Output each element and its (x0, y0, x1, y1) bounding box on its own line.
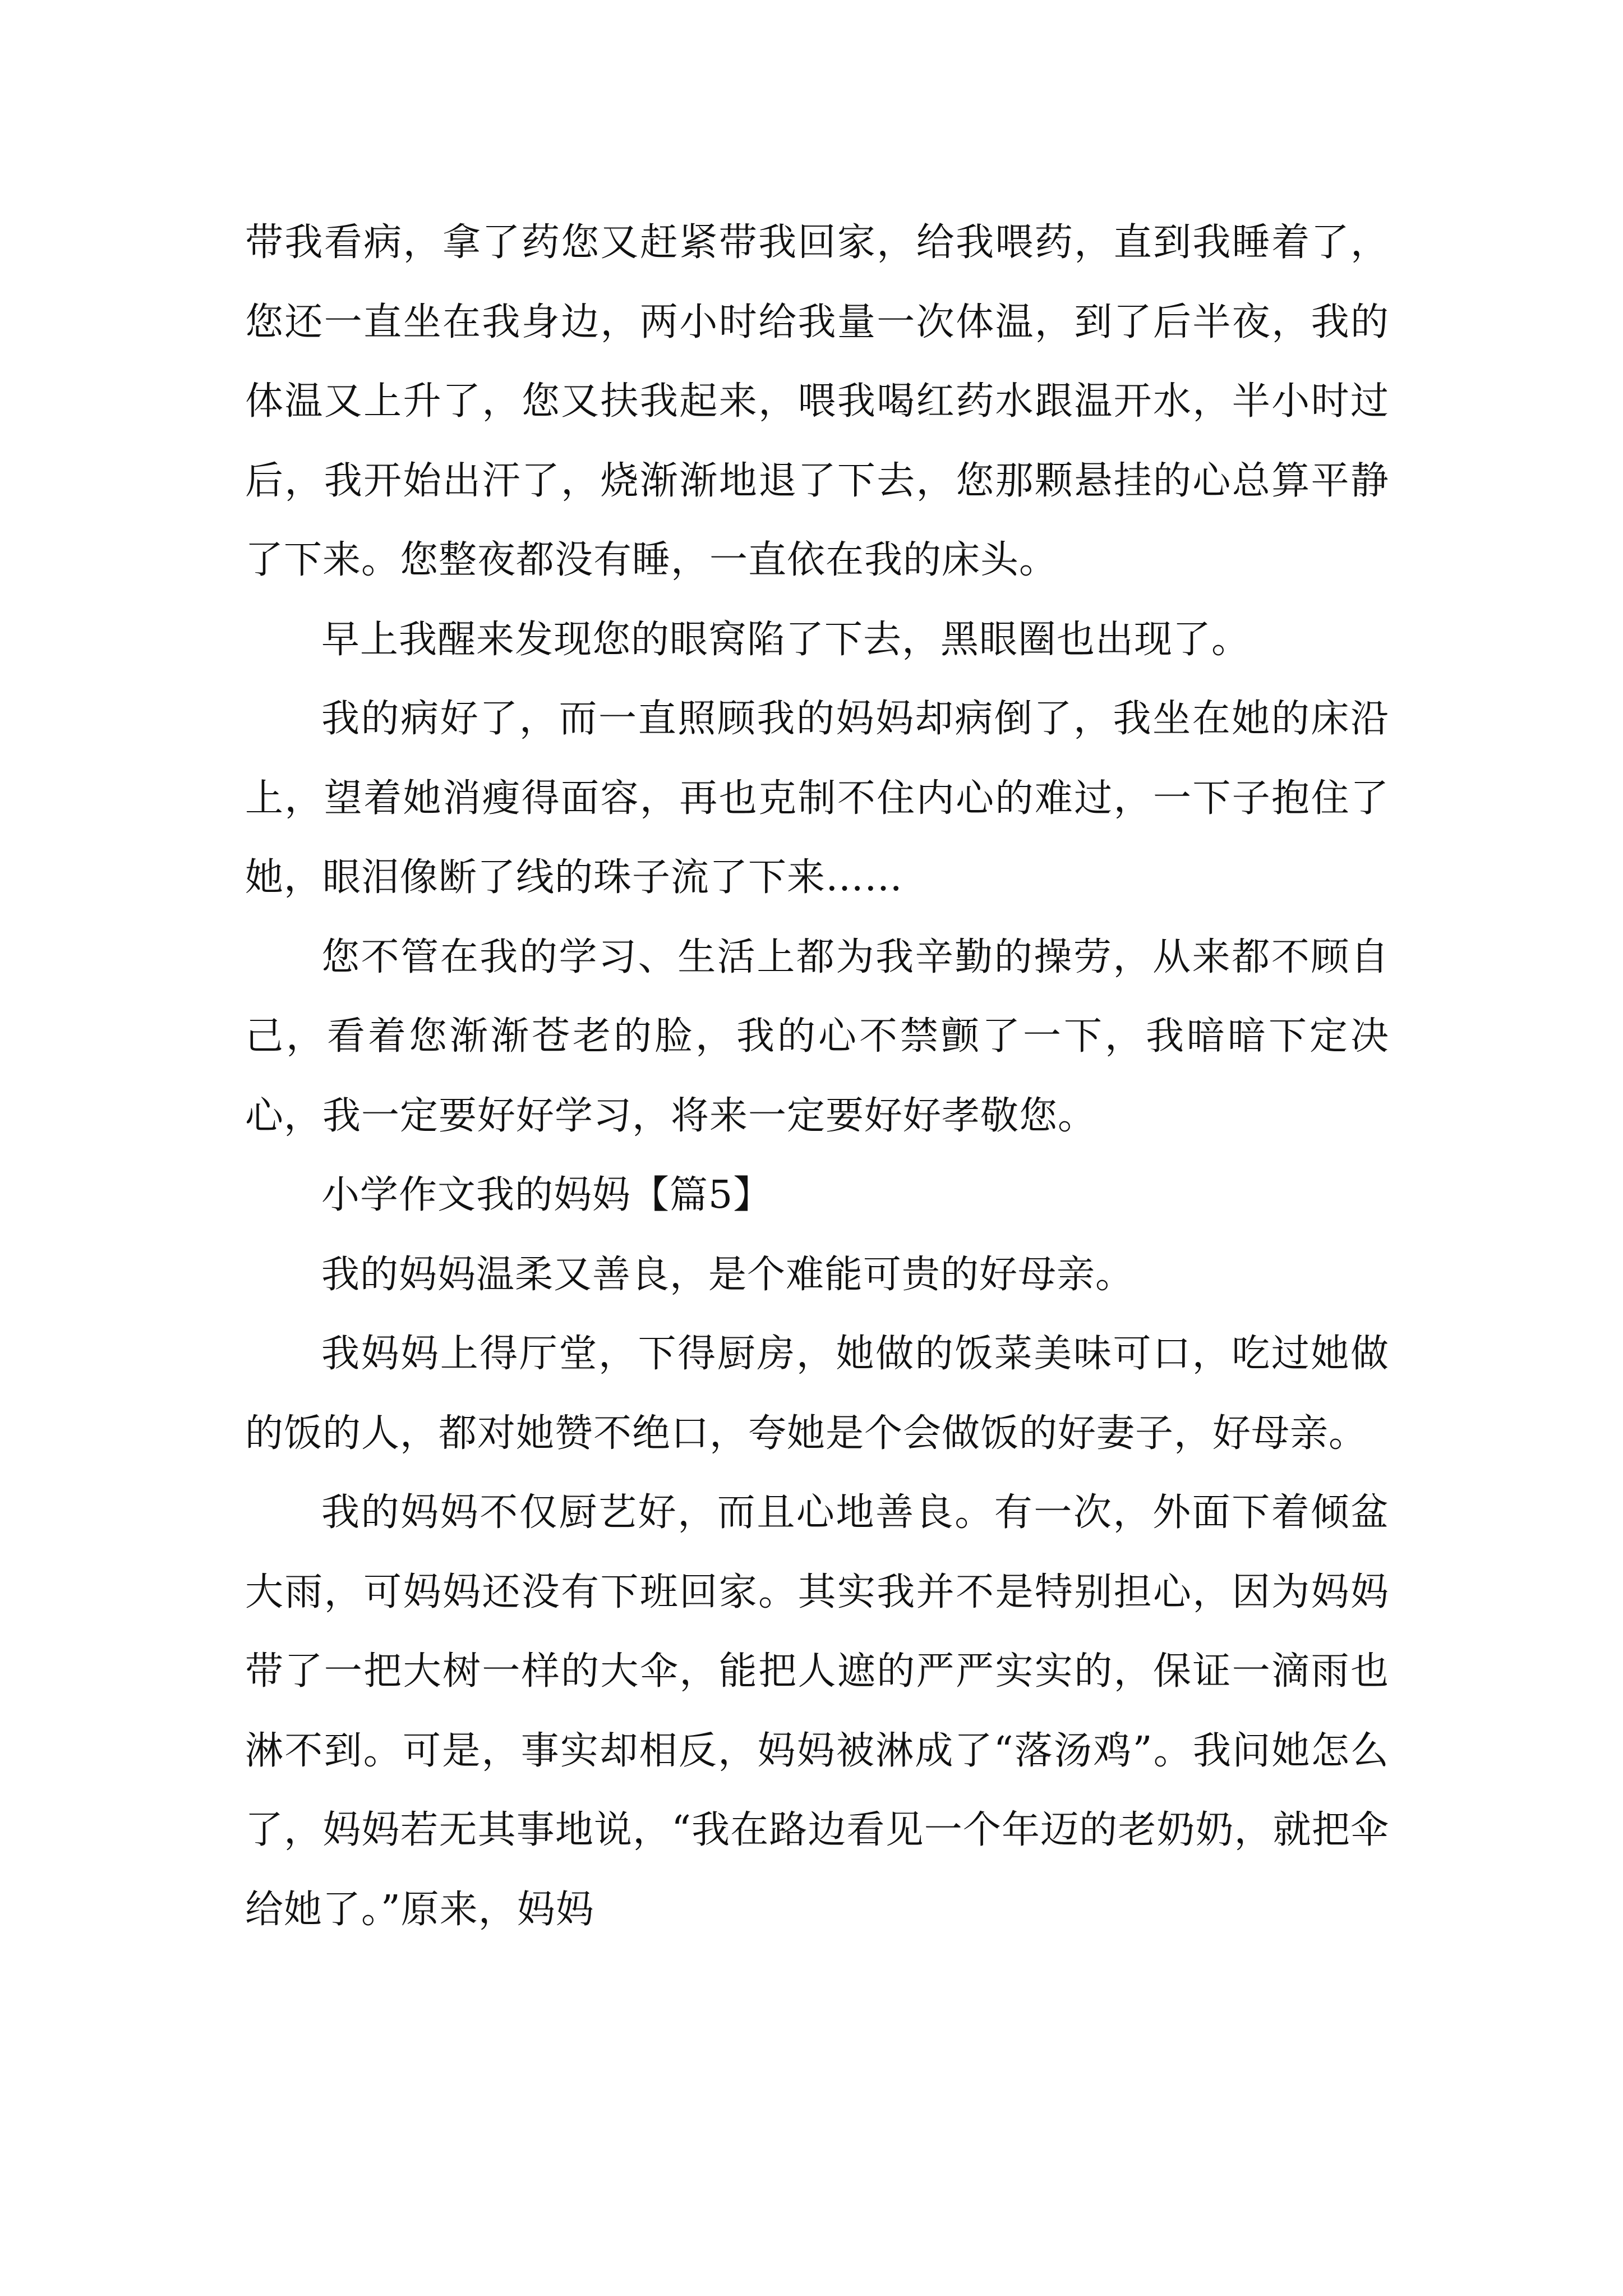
section-heading: 小学作文我的妈妈【篇5】 (321, 1173, 772, 1217)
paragraph-7: 我的妈妈不仅厨艺好，而且心地善良。有一次，外面下着倾盆大雨，可妈妈还没有下班回家。其实我并不是特别担心，因为妈妈带了一把大树一样的大伞，能把人遮的严严实实的，保证一滴雨也淋不到。可是，事实却相反，妈妈被淋成了“落汤鸡”。我问她怎么了，妈妈若无其事地说，“我在路边看见一个年迈的老奶奶，就把伞给她了。”原来，妈妈 (245, 1490, 1389, 1932)
paragraph-1: 带我看病，拿了药您又赶紧带我回家，给我喂药，直到我睡着了，您还一直坐在我身边，两小时给我量一次体温，到了后半夜，我的体温又上升了，您又扶我起来，喂我喝红药水跟温开水，半小时过后，我开始出汗了，烧渐渐地退了下去，您那颗悬挂的心总算平静了下来。您整夜都没有睡，一直依在我的床头。 (245, 220, 1389, 582)
paragraph-2: 早上我醒来发现您的眼窝陷了下去，黑眼圈也出现了。 (321, 617, 1251, 662)
paragraph-3: 我的病好了，而一直照顾我的妈妈却病倒了，我坐在她的床沿上，望着她消瘦得面容，再也克制不住内心的难过，一下子抱住了她，眼泪像断了线的珠子流了下来…… (245, 697, 1389, 900)
paragraph-4: 您不管在我的学习、生活上都为我辛勤的操劳，从来都不顾自己，看着您渐渐苍老的脸，我的心不禁颤了一下，我暗暗下定决心，我一定要好好学习，将来一定要好好孝敬您。 (245, 935, 1389, 1138)
paragraph-6: 我妈妈上得厅堂，下得厨房，她做的饭菜美味可口，吃过她做的饭的人，都对她赞不绝口，夸她是个会做饭的好妻子，好母亲。 (245, 1332, 1389, 1456)
document-body (245, 203, 1389, 1949)
paragraph-5: 我的妈妈温柔又善良，是个难能可贵的好母亲。 (321, 1252, 1135, 1297)
